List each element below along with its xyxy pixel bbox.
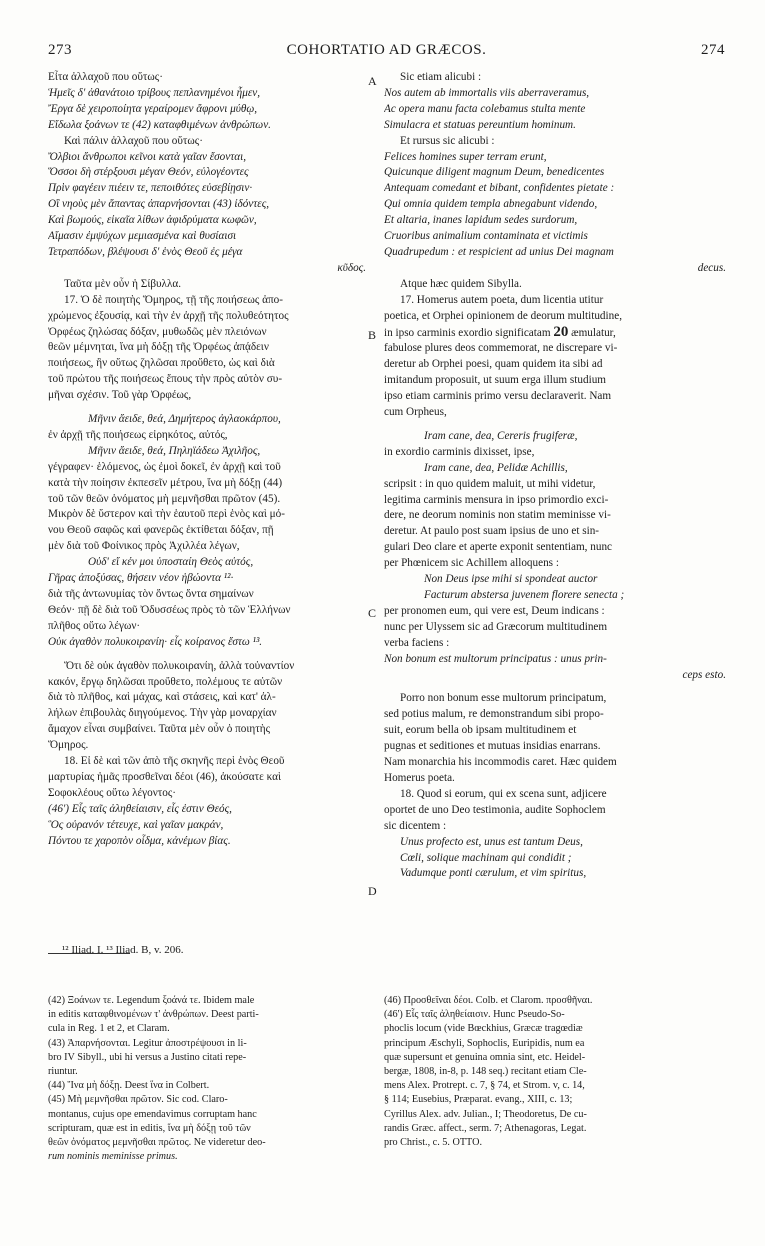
text-line: pugnas et seditiones et mutuas insidias enarrans.: [384, 740, 601, 753]
text-line: χρώμενος ἐξουσίᾳ, καὶ τὴν ἐν ἀρχῇ τῆς πολυθεότητος: [48, 309, 289, 322]
footnote-references: ¹² Iliad. I. ¹³ Iliad. B, v. 206.: [62, 944, 184, 956]
note-line: rum nominis meminisse primus.: [48, 1151, 178, 1163]
verse-line: Cœli, solique machinam qui condidit ;: [400, 851, 572, 864]
text-line: γέγραφεν· ἑλόμενος, ὡς ἐμοὶ δοκεῖ, ἐν ἀρχῇ καὶ τοῦ: [48, 460, 281, 473]
note-line: mens Alex. Protrept. c. 7, § 74, et Strom. v, c. 14,: [384, 1080, 585, 1092]
page-section-number: 20: [553, 324, 569, 340]
text-line: θεῶν μέμνηται, ἵνα μὴ δόξῃ τῆς Ὀρφέως ἀπᾴδειν: [48, 341, 269, 354]
verse-line: Ὃς οὐρανόν τέτευχε, καὶ γαῖαν μακράν,: [48, 818, 224, 831]
text-line: dere, ne deorum nominis non statim meminisse vi-: [384, 509, 611, 522]
greek-text-column: [48, 70, 366, 850]
text-line: per Phœnicem sic Achillem alloquens :: [384, 557, 559, 570]
verse-line: decus.: [697, 261, 726, 274]
text-line: nunc per Ulyssem sic ad Græcorum multitudinem: [384, 620, 608, 633]
note-line: pro Christ., c. 5. OTTO.: [384, 1137, 482, 1149]
verse-line: Non Deus ipse mihi si spondeat auctor: [424, 573, 598, 586]
verse-line: Unus profecto est, unus est tantum Deus,: [400, 835, 583, 848]
verse-line: Nos autem ab immortalis viis aberraveramus,: [384, 86, 590, 99]
text-line: Et rursus sic alicubi :: [400, 134, 495, 147]
verse-line: Γῆρας ἀποξύσας, θήσειν νέον ἡβώοντα ¹²·: [48, 572, 234, 585]
text-line: deretur ab Orphei poesi, quam quidem ita sibi ad: [384, 358, 603, 371]
verse-line: Μῆνιν ἄειδε, θεά, Δημήτερος ἀγλαοκάρπου,: [88, 413, 281, 426]
note-line: (44) Ἵνα μὴ δόξῃ. Deest ἵνα in Colbert.: [48, 1080, 210, 1092]
text-line: Σοφοκλέους οὕτω λέγοντος·: [48, 786, 177, 799]
footnote-divider: [48, 953, 130, 954]
verse-line: Πόντου τε χαροπὸν οἶδμα, κἀνέμων βίας.: [48, 834, 231, 847]
running-header: [48, 42, 725, 62]
text-line: 17. Homerus autem poeta, dum licentia utitur: [400, 293, 604, 306]
text-line: gulari Deo clare et aperte exponit sententiam, nunc: [384, 541, 613, 554]
note-line: (43) Ἀπαρνήσονται. Legitur ἀποστρέψουσι in li-: [48, 1037, 247, 1049]
note-line: cula in Reg. 1 et 2, et Claram.: [48, 1023, 170, 1035]
verse-line: Cruoribus animalium contaminata et victimis: [384, 230, 588, 243]
text-line: poetica, et Orphei opinionem de deorum multitudine,: [384, 309, 622, 322]
verse-line: Ὄλβιοι ἄνθρωποι κεῖνοι κατὰ γαῖαν ἔσονται,: [48, 150, 247, 163]
text-fragment: æmulatur,: [571, 326, 616, 339]
verse-line: Quicunque diligent magnum Deum, benedicentes: [384, 166, 605, 179]
verse-line: Τετραπόδων, βλέψουσι δ' ἑνὸς Θεοῦ ἐς μέγα: [48, 245, 243, 258]
verse-line: Non bonum est multorum principatus : unus prin-: [384, 652, 607, 665]
verse-line: Antequam comedant et bibant, confidentes pietate :: [384, 182, 615, 195]
text-line: Ταῦτα μὲν οὖν ἡ Σίβυλλα.: [64, 277, 182, 290]
text-line: 18. Εἰ δὲ καὶ τῶν ἀπὸ τῆς σκηνῆς περὶ ἑνὸς Θεοῦ: [64, 755, 285, 768]
note-line: θεῶν ὀνόματος μεμνῆσθαι πρῶτος. Ne videretur deo-: [48, 1137, 266, 1149]
text-line: ἐν ἀρχῇ τῆς ποιήσεως εἰρηκότος, αὐτός,: [48, 428, 228, 441]
text-line: suit, eorum bella ob ipsam multitudinem et: [384, 724, 577, 737]
text-line: scripsit : in quo quidem maluit, ut mihi videtur,: [384, 477, 596, 490]
notes-left-column: [48, 994, 366, 1164]
verse-line: Καὶ βωμούς, εἰκαῖα λίθων ἀφιδρύματα κωφῶν,: [48, 214, 257, 227]
text-line: 17. Ὁ δὲ ποιητὴς Ὅμηρος, τῇ τῆς ποιήσεως ἀπο-: [64, 293, 283, 306]
text-line: legitima carminis mensura in ipso primordio exci-: [384, 493, 609, 506]
text-line: Homerus poeta.: [384, 771, 455, 784]
text-line: κακόν, ἔργῳ δηλῶσαι προὔθετο, πολέμους τε αὐτῶν: [48, 675, 283, 688]
note-line: montanus, cujus ope emendavimus corruptam hanc: [48, 1108, 257, 1120]
verse-line: Simulacra et statuas pereuntium hominum.: [384, 118, 576, 131]
text-line: νου Θεοῦ σαφῶς καὶ φανερῶς ἐκτίθεται δόξαν, πῇ: [48, 524, 274, 537]
text-line: ἄμαχον εἶναι συμβαίνει. Ταῦτα μὲν οὖν ὁ ποιητὴς: [48, 723, 271, 736]
note-line: (46') Εἷς ταῖς ἀληθείαισιν. Hunc Pseudo-So-: [384, 1009, 565, 1021]
note-line: § 114; Eusebius, Præparat. evang., XIII, c. 13;: [384, 1094, 573, 1106]
text-line: cum Orpheus,: [384, 406, 447, 419]
verse-line: Iram cane, dea, Pelidæ Achillis,: [424, 461, 568, 474]
text-line: Sic etiam alicubi :: [400, 71, 482, 83]
notes-right-column: [384, 994, 726, 1150]
verse-line: Vadumque ponti cærulum, et vim spiritus,: [400, 867, 587, 880]
note-line: quæ supersunt et genuina omnia sint, etc. Heidel-: [384, 1051, 586, 1063]
verse-line: Et altaria, inanes lapidum sedes surdorum,: [384, 214, 578, 227]
verse-line: Ἡμεῖς δ' ἀθανάτοιο τρίβους πεπλανημένοι ἦμεν,: [48, 86, 260, 99]
latin-text-column: [384, 70, 726, 882]
margin-marker-a: A: [368, 74, 377, 88]
note-line: phoclis locum (vide Bœckhius, Græcæ tragœdiæ: [384, 1023, 583, 1035]
verse-line: Εἴδωλα ξοάνων τε (42) καταφθιμένων ἀνθρώπων.: [48, 118, 271, 131]
text-line: ποιήσεως, ἣν οὕτως ζηλῶσαι προὔθετο, ὡς καὶ διὰ: [48, 357, 275, 370]
verse-line: Οὐδ' εἴ κέν μοι ὑποσταίη Θεὸς αὐτός,: [88, 556, 254, 569]
text-line: fabulose plures deos commemorat, ne discrepare vi-: [384, 342, 618, 355]
verse-line: Ἔργα δὲ χειροποίητα γεραίρομεν ἄφρονι μύθῳ,: [48, 102, 258, 115]
note-line: bro IV Sibyll., ubi hi versus a Justino citati repe-: [48, 1051, 247, 1063]
text-line: verba faciens :: [384, 636, 450, 649]
text-line: μαρτυρίας ἡμᾶς προσθεῖναι δέοι (46), ἀκούσατε καὶ: [48, 770, 282, 783]
margin-marker-d: D: [368, 884, 377, 898]
text-line: διὰ τὸ πλῆθος, καὶ μάχας, καὶ στάσεις, καὶ κατ' ἀλ-: [48, 691, 276, 704]
text-line: [384, 325, 726, 342]
text-line: deretur. At paulo post suam ipsius de uno et sin-: [384, 525, 600, 538]
page-number-right: 274: [701, 42, 725, 58]
text-line: τοῦ τῶν θεῶν ὀνόματος μὴ μεμνῆσθαι πρῶτον (45).: [48, 492, 281, 505]
note-line: bergæ, 1808, in-8, p. 148 seq.) recitant etiam Cle-: [384, 1066, 587, 1078]
text-line: 18. Quod si eorum, qui ex scena sunt, adjicere: [400, 787, 607, 800]
verse-line: Οὐκ ἀγαθὸν πολυκοιρανίη· εἷς κοίρανος ἔστω ¹³.: [48, 635, 263, 648]
running-title: COHORTATIO AD GRÆCOS.: [286, 42, 487, 58]
note-line: (42) Ξοάνων τε. Legendum ξοάνά τε. Ibidem male: [48, 995, 255, 1006]
note-line: Cyrillus Alex. adv. Julian., I; Theodoretus, De cu-: [384, 1108, 587, 1120]
note-line: principum Æschyli, Sophoclis, Euripidis, num ea: [384, 1037, 585, 1049]
text-line: in exordio carminis dixisset, ipse,: [384, 445, 535, 458]
text-line: imitandum proposuit, ut suum erga illum studium: [384, 374, 606, 387]
text-line: Μικρὸν δὲ ὕστερον καὶ τὴν ἑαυτοῦ περὶ ἑνὸς καὶ μό-: [48, 508, 285, 521]
verse-line: Ὅσσοι δὴ στέρξουσι μέγαν Θεόν, εὐλογέοντες: [48, 166, 249, 179]
text-line: Θεόν· πῇ δὲ διὰ τοῦ Ὀδυσσέως πρὸς τὸ τῶν Ἑλλήνων: [48, 603, 291, 616]
text-line: Καὶ πάλιν ἀλλαχοῦ που οὕτως·: [64, 134, 203, 147]
text-line: sed potius malum, re demonstrandum sibi propo-: [384, 708, 604, 721]
verse-line: Ac opera manu facta colebamus stulta mente: [384, 102, 586, 115]
verse-line: Qui omnia quidem templa abnegabunt videndo,: [384, 198, 598, 211]
note-line: riuntur.: [48, 1066, 78, 1078]
verse-line: Facturum abstersa juvenem florere senecta ;: [424, 589, 625, 601]
text-line: Porro non bonum esse multorum principatum,: [400, 692, 607, 705]
text-line: διὰ τῆς ἀντωνυμίας τὸν ὄντως ὄντα σημαίνων: [48, 588, 254, 600]
text-line: Ὅμηρος.: [48, 739, 89, 752]
verse-line: Iram cane, dea, Cereris frugiferæ,: [424, 429, 578, 442]
verse-line: Οἳ νηοὺς μὲν ἅπαντας ἀπαρνήσονται (43) ἰδόντες,: [48, 198, 270, 211]
text-line: Nam monarchia his incommodis caret. Hæc quidem: [384, 756, 617, 769]
verse-line: ceps esto.: [682, 668, 726, 681]
text-line: κατὰ τὴν ποίησιν ἐκπεσεῖν μέτρου, ἵνα μὴ δόξῃ (44): [48, 476, 283, 489]
text-line: per pronomen eum, qui vere est, Deum indicans :: [384, 604, 605, 617]
text-line: πλῆθος οὕτω λέγων·: [48, 619, 141, 632]
verse-line: (46') Εἷς ταῖς ἀληθείαισιν, εἷς ἐστιν Θεός,: [48, 802, 232, 815]
text-line: λήλων ἐπιβουλὰς διηγούμενος. Τὴν γὰρ μοναρχίαν: [48, 707, 277, 720]
text-line: τοῦ πρώτου τῆς ποιήσεως ἔπους τὴν πρὸς αὐτὸν συ-: [48, 373, 283, 386]
note-line: (45) Μὴ μεμνῆσθαι πρῶτον. Sic cod. Claro-: [48, 1094, 228, 1106]
note-line: scripturam, quæ est in editis, ἵνα μὴ δόξῃ τοῦ τῶν: [48, 1122, 251, 1134]
verse-line: Πρὶν φαγέειν πιέειν τε, πεποιθότες εὐσεβίῃσιν·: [48, 182, 253, 195]
text-fragment: in ipso carminis exordio significatam: [384, 326, 551, 339]
verse-line: Μῆνιν ἄειδε, θεά, Πηληϊάδεω Ἀχιλῆος,: [88, 444, 261, 457]
text-line: sic dicentem :: [384, 819, 447, 832]
text-line: μὲν διὰ τοῦ Φοίνικος πρὸς Ἀχιλλέα λέγων,: [48, 540, 240, 553]
page-number-left: 273: [48, 42, 72, 58]
text-line: μῆναι σχέσιν. Τοῦ γὰρ Ὀρφέως,: [48, 389, 192, 402]
text-line: ipso etiam carminis primo versu declaraverit. Nam: [384, 390, 612, 403]
note-line: randis Græc. affect., serm. 7; Athenagoras, Legat.: [384, 1122, 587, 1134]
verse-line: κῦδος.: [337, 261, 366, 274]
text-line: oportet de uno Deo testimonia, audite Sophoclem: [384, 803, 606, 816]
text-line: Ὀρφέως ζηλώσας δόξαν, μυθωδῶς μὲν πλειόνων: [48, 325, 267, 338]
margin-marker-b: B: [368, 328, 377, 342]
verse-line: Felices homines super terram erunt,: [384, 150, 547, 163]
note-line: (46) Προσθεῖναι δέοι. Colb. et Clarom. προσθῆναι.: [384, 995, 593, 1006]
note-line: in editis καταφθινομένων τ' ἀνθρώπων. Deest parti-: [48, 1009, 259, 1021]
verse-line: Quadrupedum : et respicient ad unius Dei magnam: [384, 245, 614, 258]
text-line: Ὅτι δὲ οὐκ ἀγαθὸν πολυκοιρανίη, ἀλλὰ τοὐναντίον: [64, 659, 295, 672]
verse-line: Αἵμασιν ἐμψύχων μεμιασμένα καὶ θυσίαισι: [48, 230, 237, 243]
text-line: Atque hæc quidem Sibylla.: [400, 277, 522, 290]
margin-marker-c: C: [368, 606, 377, 620]
text-line: Εἶτα ἀλλαχοῦ που οὕτως·: [48, 71, 163, 83]
